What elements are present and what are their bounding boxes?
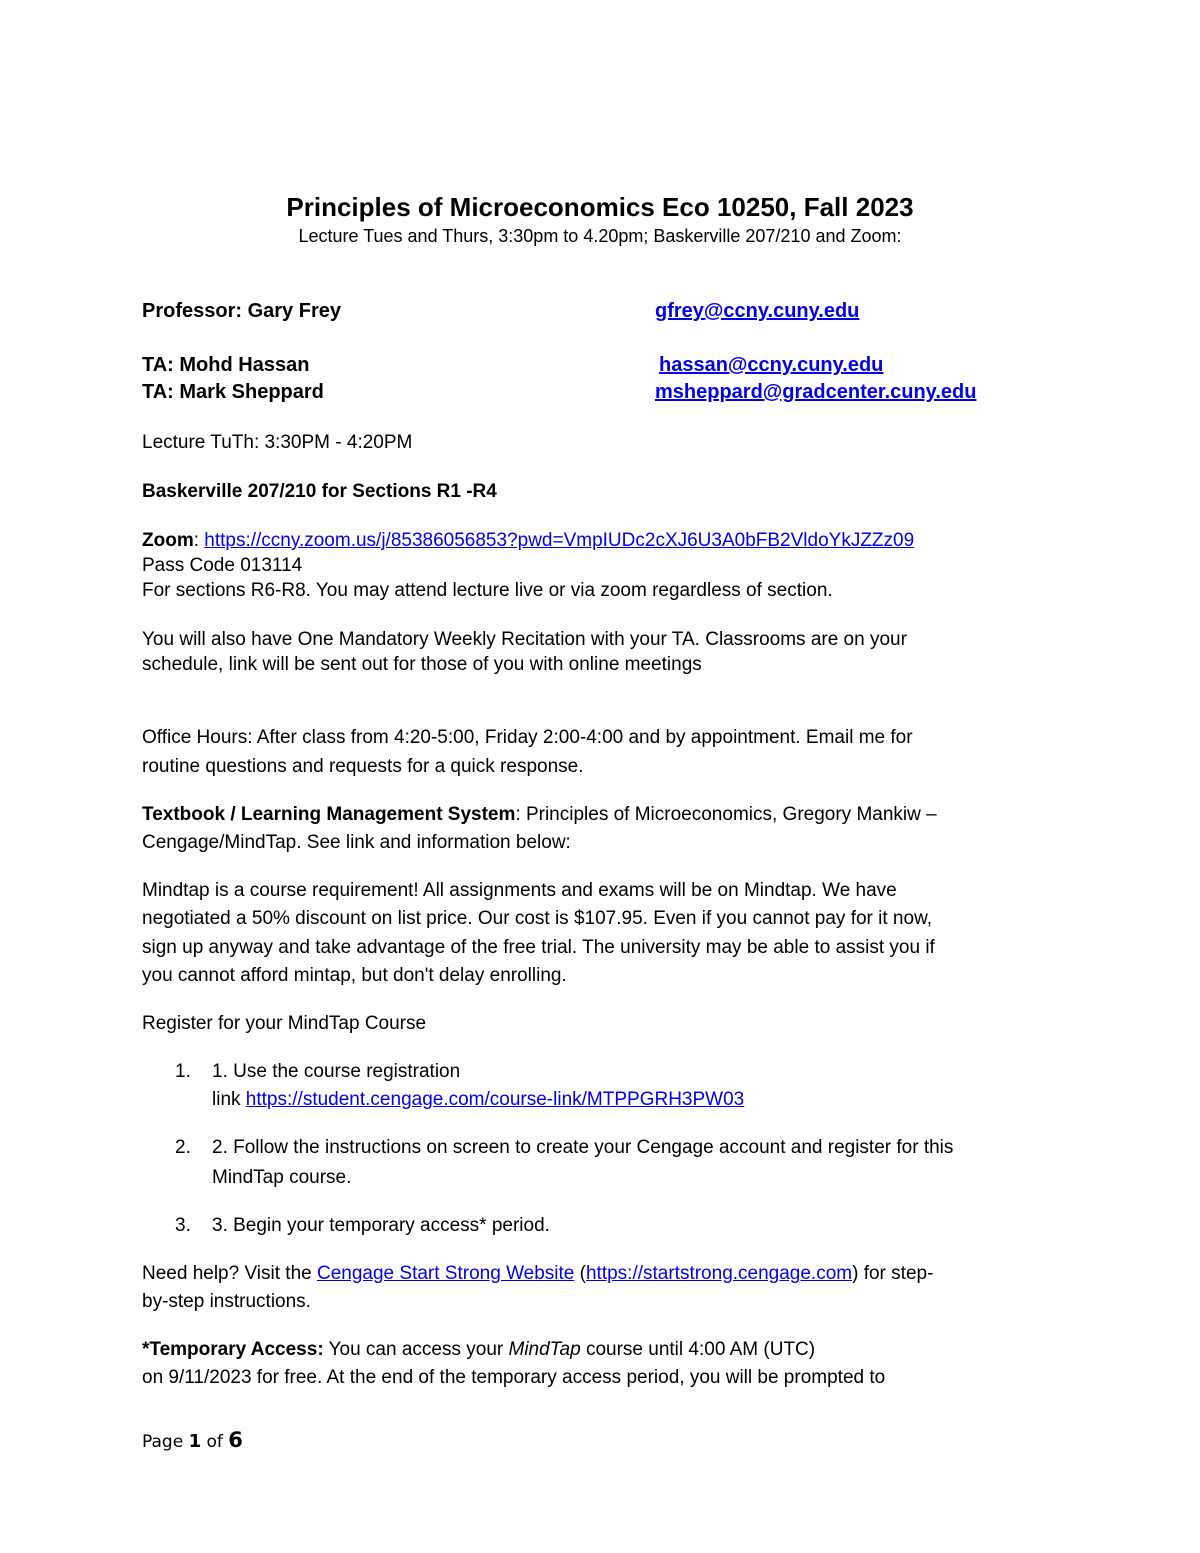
ta1-label: TA: Mohd Hassan bbox=[142, 354, 310, 376]
temp-access-line-2: on 9/11/2023 for free. At the end of the temporary access period, you will be prompted to bbox=[142, 1367, 886, 1388]
help-prefix: Need help? Visit the bbox=[142, 1263, 317, 1284]
course-registration-link[interactable]: https://student.cengage.com/course-link/MTPPGRH3PW03 bbox=[245, 1089, 745, 1110]
start-strong-url-link[interactable]: https://startstrong.cengage.com bbox=[585, 1263, 853, 1284]
mindtap-line-1: Mindtap is a course requirement! All assignments and exams will be on Mindtap. We have bbox=[142, 880, 897, 901]
of-word: of bbox=[201, 1432, 229, 1452]
textbook-line-1 bbox=[142, 804, 937, 826]
office-hours-line-1: Office Hours: After class from 4:20-5:00, Friday 2:00-4:00 and by appointment. Email me for bbox=[142, 727, 913, 748]
temp-access-italic: MindTap bbox=[508, 1339, 581, 1360]
temp-access-text-b: course until 4:00 AM (UTC) bbox=[580, 1339, 816, 1360]
list-number: 1. bbox=[175, 1061, 191, 1082]
page-word: Page bbox=[142, 1432, 189, 1452]
help-mid: ( bbox=[574, 1263, 586, 1284]
temp-access-line-1 bbox=[142, 1339, 815, 1361]
textbook-line-2: Cengage/MindTap. See link and information below: bbox=[142, 832, 571, 853]
ta2-label: TA: Mark Sheppard bbox=[142, 381, 324, 403]
page-total: 6 bbox=[228, 1428, 243, 1452]
zoom-separator: : bbox=[193, 530, 205, 551]
lecture-location: Baskerville 207/210 for Sections R1 -R4 bbox=[142, 481, 497, 502]
ta1-email-link[interactable]: hassan@ccny.cuny.edu bbox=[659, 354, 884, 376]
document-subtitle: Lecture Tues and Thurs, 3:30pm to 4.20pm; Baskerville 207/210 and Zoom: bbox=[298, 226, 902, 246]
lecture-times: Lecture TuTh: 3:30PM - 4:20PM bbox=[142, 432, 413, 453]
help-line-2: by-step instructions. bbox=[142, 1291, 311, 1312]
list-item bbox=[0, 1137, 1200, 1197]
list-number: 3. bbox=[175, 1215, 191, 1236]
zoom-label: Zoom bbox=[142, 530, 194, 551]
office-hours-line-2: routine questions and requests for a quick response. bbox=[142, 756, 584, 777]
link-prefix: link bbox=[212, 1089, 246, 1110]
list-item-text: 1. Use the course registration bbox=[212, 1061, 461, 1082]
temp-access-text-a: You can access your bbox=[323, 1339, 509, 1360]
list-item-text-cont: MindTap course. bbox=[212, 1167, 352, 1188]
zoom-passcode: Pass Code 013114 bbox=[142, 555, 303, 576]
list-number: 2. bbox=[175, 1137, 191, 1158]
register-heading: Register for your MindTap Course bbox=[142, 1013, 427, 1034]
list-item-text-cont bbox=[212, 1089, 744, 1111]
recitation-line-2: schedule, link will be sent out for those of you with online meetings bbox=[142, 654, 702, 675]
zoom-sections-note: For sections R6-R8. You may attend lecture live or via zoom regardless of section. bbox=[142, 580, 833, 601]
page-footer bbox=[142, 1428, 243, 1452]
list-item bbox=[0, 1215, 1200, 1245]
professor-email-link[interactable]: gfrey@ccny.cuny.edu bbox=[655, 300, 860, 322]
document-title: Principles of Microeconomics Eco 10250, Fall 2023 bbox=[286, 192, 914, 222]
mindtap-line-2: negotiated a 50% discount on list price. Our cost is $107.95. Even if you cannot pay for it now, bbox=[142, 908, 933, 929]
list-item-text: 3. Begin your temporary access* period. bbox=[212, 1215, 550, 1236]
mindtap-line-3: sign up anyway and take advantage of the free trial. The university may be able to assist you if bbox=[142, 937, 935, 958]
ta2-email-link[interactable]: msheppard@gradcenter.cuny.edu bbox=[655, 381, 977, 403]
start-strong-link[interactable]: Cengage Start Strong Website bbox=[317, 1263, 575, 1284]
list-item bbox=[0, 1061, 1200, 1121]
mindtap-line-4: you cannot afford mintap, but don't delay enrolling. bbox=[142, 965, 567, 986]
page-number: 1 bbox=[188, 1431, 202, 1452]
professor-label: Professor: Gary Frey bbox=[142, 300, 341, 322]
zoom-link[interactable]: https://ccny.zoom.us/j/85386056853?pwd=VmpIUDc2cXJ6U3A0bFB2VldoYkJZZz09 bbox=[204, 530, 915, 551]
temp-access-label: *Temporary Access: bbox=[142, 1339, 324, 1360]
textbook-description: : Principles of Microeconomics, Gregory Mankiw – bbox=[515, 804, 937, 825]
textbook-label: Textbook / Learning Management System bbox=[142, 804, 516, 825]
help-suffix: ) for step- bbox=[852, 1263, 934, 1284]
list-item-text: 2. Follow the instructions on screen to create your Cengage account and register for this bbox=[212, 1137, 954, 1158]
recitation-line-1: You will also have One Mandatory Weekly Recitation with your TA. Classrooms are on your bbox=[142, 629, 907, 650]
help-line-1 bbox=[142, 1263, 933, 1285]
zoom-line bbox=[142, 530, 914, 552]
